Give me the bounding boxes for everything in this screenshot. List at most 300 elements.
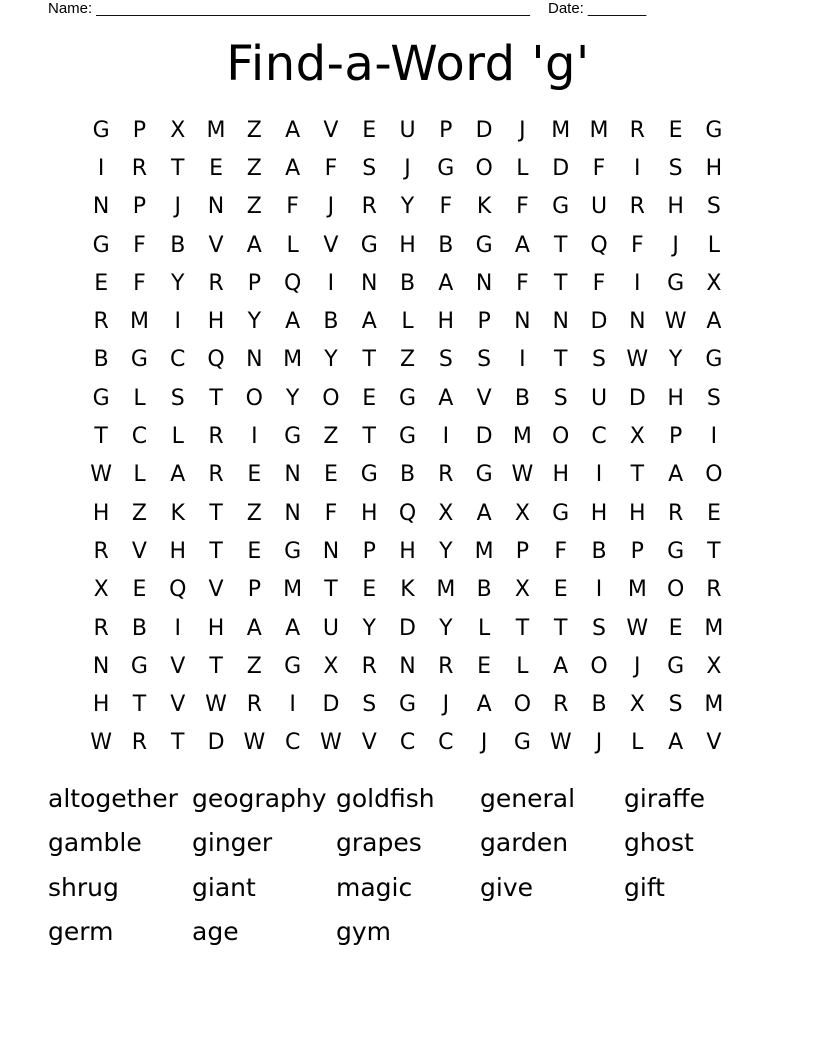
grid-letter[interactable]: Z xyxy=(246,500,262,526)
grid-letter[interactable]: B xyxy=(93,347,109,373)
grid-letter[interactable]: V xyxy=(323,117,339,143)
grid-letter[interactable]: C xyxy=(170,347,186,373)
grid-letter[interactable]: W xyxy=(626,615,649,641)
grid-letter[interactable]: X xyxy=(514,500,530,526)
grid-letter[interactable]: G xyxy=(398,424,417,450)
grid-letter[interactable]: O xyxy=(666,577,685,603)
grid-letter[interactable]: I xyxy=(327,270,335,296)
grid-letter[interactable]: R xyxy=(208,462,224,488)
grid-letter[interactable]: H xyxy=(169,538,187,564)
grid-letter[interactable]: V xyxy=(131,538,147,564)
grid-letter[interactable]: D xyxy=(552,155,570,181)
grid-letter[interactable]: N xyxy=(514,309,531,335)
grid-letter[interactable]: Q xyxy=(169,577,187,603)
grid-letter[interactable]: O xyxy=(705,462,723,488)
grid-letter[interactable]: S xyxy=(362,155,377,181)
grid-letter[interactable]: R xyxy=(93,309,109,335)
word-list xyxy=(48,776,768,954)
grid-letter[interactable]: J xyxy=(519,117,526,143)
grid-letter[interactable]: J xyxy=(174,194,181,220)
grid-letter[interactable]: T xyxy=(630,462,645,488)
grid-letter[interactable]: L xyxy=(477,615,491,641)
grid-letter[interactable]: A xyxy=(285,117,301,143)
grid-letter[interactable]: P xyxy=(477,309,491,335)
grid-letter[interactable]: G xyxy=(130,653,148,679)
grid-letter[interactable]: L xyxy=(631,730,644,756)
grid-letter[interactable]: P xyxy=(247,577,261,603)
grid-letter[interactable]: Z xyxy=(246,155,262,181)
grid-letter[interactable]: A xyxy=(438,385,454,411)
grid-letter[interactable]: F xyxy=(516,270,529,296)
grid-letter[interactable]: W xyxy=(511,462,534,488)
grid-letter[interactable]: H xyxy=(705,155,723,181)
grid-letter[interactable]: O xyxy=(322,385,340,411)
grid-letter[interactable]: V xyxy=(706,730,722,756)
grid-letter[interactable]: D xyxy=(590,309,608,335)
grid-letter[interactable]: E xyxy=(362,385,377,411)
grid-letter[interactable]: H xyxy=(399,538,416,564)
grid-letter[interactable]: A xyxy=(706,309,722,335)
grid-letter[interactable]: T xyxy=(707,538,721,564)
grid-letter[interactable]: C xyxy=(284,730,301,756)
grid-letter[interactable]: G xyxy=(284,653,302,679)
grid-letter[interactable]: E xyxy=(209,155,223,181)
grid-letter[interactable]: B xyxy=(591,692,607,718)
grid-letter[interactable]: M xyxy=(129,309,149,335)
grid-letter[interactable]: O xyxy=(475,155,493,181)
grid-letter[interactable]: C xyxy=(438,730,454,756)
grid-letter[interactable]: W xyxy=(320,730,342,756)
grid-letter[interactable]: K xyxy=(476,194,492,220)
grid-letter[interactable]: T xyxy=(171,730,185,756)
grid-letter[interactable]: B xyxy=(514,385,530,411)
grid-letter[interactable]: E xyxy=(323,462,338,488)
grid-letter[interactable]: W xyxy=(626,347,649,373)
grid-letter[interactable]: F xyxy=(324,500,338,526)
grid-letter[interactable]: M xyxy=(512,424,532,450)
grid-letter[interactable]: I xyxy=(174,615,181,641)
grid-letter[interactable]: K xyxy=(400,577,415,603)
grid-letter[interactable]: E xyxy=(553,577,568,603)
grid-letter[interactable]: M xyxy=(627,577,647,603)
grid-letter[interactable]: G xyxy=(552,194,570,220)
grid-letter[interactable]: N xyxy=(246,347,263,373)
grid-letter[interactable]: E xyxy=(668,117,683,143)
grid-letter[interactable]: A xyxy=(285,309,301,335)
grid-letter[interactable]: J xyxy=(442,692,450,718)
grid-letter[interactable]: L xyxy=(133,385,146,411)
grid-letter[interactable]: C xyxy=(591,424,607,450)
grid-letter[interactable]: R xyxy=(438,653,454,679)
grid-letter[interactable]: A xyxy=(668,730,684,756)
grid-letter[interactable]: T xyxy=(209,653,223,679)
date-blank-line[interactable]: _______ xyxy=(587,0,647,17)
grid-letter[interactable]: R xyxy=(208,270,224,296)
grid-letter[interactable]: I xyxy=(595,577,603,603)
grid-letter[interactable]: F xyxy=(133,232,146,258)
grid-letter[interactable]: G xyxy=(667,270,685,296)
grid-letter[interactable]: V xyxy=(208,577,224,603)
grid-letter[interactable]: W xyxy=(664,309,687,335)
grid-letter[interactable]: V xyxy=(170,653,186,679)
grid-letter[interactable]: N xyxy=(284,462,301,488)
grid-letter[interactable]: G xyxy=(667,653,685,679)
grid-letter[interactable]: H xyxy=(437,309,455,335)
grid-letter[interactable]: B xyxy=(591,538,607,564)
grid-letter[interactable]: Z xyxy=(246,653,262,679)
grid-letter[interactable]: X xyxy=(323,653,339,679)
grid-letter[interactable]: J xyxy=(634,653,641,679)
grid-letter[interactable]: J xyxy=(672,232,679,258)
grid-letter[interactable]: P xyxy=(362,538,376,564)
grid-letter[interactable]: Z xyxy=(399,347,416,373)
grid-letter[interactable]: I xyxy=(251,424,258,450)
grid-letter[interactable]: Z xyxy=(323,424,339,450)
grid-letter[interactable]: N xyxy=(284,500,301,526)
grid-letter[interactable]: S xyxy=(477,347,492,373)
grid-letter[interactable]: J xyxy=(480,730,488,756)
grid-letter[interactable]: T xyxy=(209,385,223,411)
grid-letter[interactable]: E xyxy=(94,270,109,296)
grid-letter[interactable]: R xyxy=(706,577,722,603)
grid-letter[interactable]: S xyxy=(553,385,568,411)
grid-letter[interactable]: B xyxy=(399,462,416,488)
grid-letter[interactable]: B xyxy=(323,309,339,335)
grid-letter[interactable]: A xyxy=(668,462,684,488)
grid-letter[interactable]: L xyxy=(171,424,184,450)
grid-letter[interactable]: E xyxy=(668,615,683,641)
grid-letter[interactable]: A xyxy=(438,270,454,296)
grid-letter[interactable]: W xyxy=(205,692,227,718)
grid-letter[interactable]: N xyxy=(360,270,378,296)
grid-letter[interactable]: G xyxy=(667,538,685,564)
word-list-item: ghost xyxy=(624,828,694,858)
grid-letter[interactable]: C xyxy=(399,730,416,756)
grid-letter[interactable]: U xyxy=(322,615,339,641)
grid-letter[interactable]: L xyxy=(401,309,414,335)
grid-letter[interactable]: G xyxy=(360,232,378,258)
grid-letter[interactable]: H xyxy=(552,462,569,488)
grid-letter[interactable]: H xyxy=(399,232,416,258)
grid-letter[interactable]: W xyxy=(549,730,572,756)
grid-letter[interactable]: E xyxy=(247,462,262,488)
grid-letter[interactable]: P xyxy=(132,194,147,220)
grid-letter[interactable]: T xyxy=(209,500,223,526)
grid-letter[interactable]: V xyxy=(476,385,492,411)
grid-letter[interactable]: G xyxy=(92,117,110,143)
grid-letter[interactable]: H xyxy=(629,500,646,526)
grid-letter[interactable]: H xyxy=(667,194,684,220)
grid-letter[interactable]: E xyxy=(247,538,262,564)
grid-letter[interactable]: L xyxy=(516,155,529,181)
grid-letter[interactable]: M xyxy=(704,692,724,718)
grid-letter[interactable]: A xyxy=(246,615,262,641)
grid-letter[interactable]: I xyxy=(634,155,641,181)
word-list-item: altogether xyxy=(48,783,178,813)
grid-letter[interactable]: P xyxy=(132,117,147,143)
grid-letter[interactable]: F xyxy=(516,194,529,220)
grid-letter[interactable]: X xyxy=(514,577,530,603)
grid-letter[interactable]: V xyxy=(323,232,339,258)
word-list-item: shrug xyxy=(48,872,119,902)
grid-letter[interactable]: V xyxy=(170,692,186,718)
grid-letter[interactable]: T xyxy=(553,347,568,373)
grid-letter[interactable]: T xyxy=(324,577,338,603)
grid-letter[interactable]: Y xyxy=(362,615,376,641)
grid-letter[interactable]: A xyxy=(476,500,492,526)
grid-letter[interactable]: G xyxy=(437,155,455,181)
grid-letter[interactable]: N xyxy=(399,653,416,679)
grid-letter[interactable]: T xyxy=(553,270,568,296)
grid-letter[interactable]: R xyxy=(208,424,224,450)
grid-letter[interactable]: T xyxy=(362,347,376,373)
grid-letter[interactable]: M xyxy=(474,538,494,564)
grid-letter[interactable]: N xyxy=(475,270,493,296)
grid-letter[interactable]: M xyxy=(206,117,226,143)
grid-letter[interactable]: I xyxy=(595,462,603,488)
grid-letter[interactable]: Y xyxy=(285,385,300,411)
grid-letter[interactable]: Y xyxy=(439,615,453,641)
name-blank-line[interactable]: ____________________________________________________ xyxy=(96,0,530,17)
grid-letter[interactable]: N xyxy=(552,309,569,335)
grid-letter[interactable]: V xyxy=(208,232,224,258)
grid-letter[interactable]: P xyxy=(247,270,261,296)
grid-letter[interactable]: L xyxy=(286,232,299,258)
grid-letter[interactable]: I xyxy=(634,270,641,296)
grid-letter[interactable]: S xyxy=(668,692,683,718)
grid-letter[interactable]: J xyxy=(327,194,335,220)
grid-letter[interactable]: M xyxy=(704,615,724,641)
grid-letter[interactable]: X xyxy=(706,653,722,679)
grid-letter[interactable]: I xyxy=(442,424,450,450)
grid-letter[interactable]: L xyxy=(133,462,146,488)
grid-letter[interactable]: T xyxy=(94,424,108,450)
grid-letter[interactable]: N xyxy=(92,653,110,679)
grid-letter[interactable]: R xyxy=(629,117,645,143)
grid-letter[interactable]: D xyxy=(207,730,225,756)
word-list-item: garden xyxy=(480,828,569,858)
grid-letter[interactable]: T xyxy=(362,424,376,450)
grid-letter[interactable]: R xyxy=(93,538,109,564)
grid-letter[interactable]: G xyxy=(284,538,302,564)
grid-letter[interactable]: F xyxy=(630,232,644,258)
grid-letter[interactable]: O xyxy=(245,385,263,411)
grid-letter[interactable]: J xyxy=(595,730,603,756)
grid-letter[interactable]: A xyxy=(514,232,530,258)
grid-letter[interactable]: L xyxy=(707,232,721,258)
grid-letter[interactable]: S xyxy=(668,155,683,181)
grid-letter[interactable]: T xyxy=(171,155,185,181)
grid-letter[interactable]: R xyxy=(361,194,377,220)
grid-letter[interactable]: Q xyxy=(590,232,608,258)
grid-letter[interactable]: D xyxy=(475,117,493,143)
grid-letter[interactable]: F xyxy=(592,270,606,296)
grid-letter[interactable]: M xyxy=(589,117,609,143)
grid-letter[interactable]: S xyxy=(592,347,606,373)
grid-letter[interactable]: N xyxy=(92,194,110,220)
grid-letter[interactable]: M xyxy=(551,117,571,143)
grid-letter[interactable]: R xyxy=(246,692,262,718)
grid-letter[interactable]: O xyxy=(590,653,608,679)
grid-letter[interactable]: T xyxy=(209,538,223,564)
grid-letter[interactable]: D xyxy=(399,615,416,641)
grid-letter[interactable]: X xyxy=(629,692,645,718)
grid-letter[interactable]: O xyxy=(513,692,532,718)
grid-letter[interactable]: A xyxy=(246,232,262,258)
grid-letter[interactable]: Q xyxy=(283,270,302,296)
grid-letter[interactable]: G xyxy=(92,385,110,411)
grid-letter[interactable]: I xyxy=(97,155,105,181)
grid-letter[interactable]: F xyxy=(286,194,299,220)
grid-letter[interactable]: S xyxy=(592,615,606,641)
grid-letter[interactable]: T xyxy=(553,615,568,641)
grid-letter[interactable]: X xyxy=(93,577,109,603)
grid-letter[interactable]: H xyxy=(207,615,225,641)
grid-letter[interactable]: B xyxy=(170,232,186,258)
grid-letter[interactable]: T xyxy=(553,232,568,258)
grid-letter[interactable]: I xyxy=(710,424,718,450)
grid-letter[interactable]: F xyxy=(554,538,568,564)
grid-letter[interactable]: A xyxy=(361,309,377,335)
grid-letter[interactable]: H xyxy=(92,692,110,718)
grid-letter[interactable]: M xyxy=(283,577,303,603)
grid-letter[interactable]: F xyxy=(324,155,338,181)
grid-letter[interactable]: H xyxy=(667,385,684,411)
grid-letter[interactable]: A xyxy=(476,692,492,718)
grid-letter[interactable]: R xyxy=(131,155,148,181)
grid-letter[interactable]: Y xyxy=(171,270,185,296)
grid-letter[interactable]: S xyxy=(362,692,377,718)
grid-letter[interactable]: G xyxy=(475,232,493,258)
grid-letter[interactable]: Y xyxy=(668,347,683,373)
grid-letter[interactable]: F xyxy=(133,270,146,296)
grid-letter[interactable]: G xyxy=(398,385,417,411)
grid-letter[interactable]: G xyxy=(475,462,493,488)
grid-letter[interactable]: N xyxy=(322,538,340,564)
grid-letter[interactable]: G xyxy=(360,462,378,488)
grid-letter[interactable]: G xyxy=(92,232,110,258)
grid-letter[interactable]: U xyxy=(399,117,416,143)
grid-letter[interactable]: E xyxy=(132,577,147,603)
grid-letter[interactable]: X xyxy=(629,424,645,450)
grid-letter[interactable]: V xyxy=(361,730,377,756)
grid-letter[interactable]: P xyxy=(515,538,530,564)
grid-letter[interactable]: G xyxy=(513,730,531,756)
grid-letter[interactable]: A xyxy=(285,155,301,181)
grid-letter[interactable]: U xyxy=(590,385,608,411)
grid-letter[interactable]: U xyxy=(590,194,608,220)
grid-letter[interactable]: G xyxy=(705,347,723,373)
grid-letter[interactable]: P xyxy=(668,424,683,450)
grid-letter[interactable]: N xyxy=(207,194,225,220)
grid-letter[interactable]: B xyxy=(399,270,416,296)
grid-letter[interactable]: M xyxy=(283,347,303,373)
grid-letter[interactable]: D xyxy=(322,692,340,718)
grid-letter[interactable]: H xyxy=(360,500,378,526)
grid-letter[interactable]: R xyxy=(438,462,454,488)
grid-letter[interactable]: J xyxy=(404,155,411,181)
grid-letter[interactable]: R xyxy=(629,194,645,220)
grid-letter[interactable]: N xyxy=(629,309,646,335)
grid-letter[interactable]: S xyxy=(170,385,185,411)
grid-letter[interactable]: T xyxy=(515,615,530,641)
grid-letter[interactable]: F xyxy=(592,155,606,181)
grid-letter[interactable]: P xyxy=(630,538,644,564)
grid-letter[interactable]: S xyxy=(438,347,453,373)
word-list-item: magic xyxy=(336,872,413,902)
grid-letter[interactable]: H xyxy=(207,309,225,335)
grid-letter[interactable]: E xyxy=(706,500,721,526)
grid-letter[interactable]: A xyxy=(553,653,569,679)
worksheet-header xyxy=(48,0,748,18)
grid-letter[interactable]: S xyxy=(706,194,721,220)
grid-letter[interactable]: B xyxy=(131,615,147,641)
grid-letter[interactable]: B xyxy=(476,577,492,603)
grid-letter[interactable]: T xyxy=(132,692,147,718)
grid-letter[interactable]: Y xyxy=(324,347,338,373)
grid-letter[interactable]: A xyxy=(170,462,186,488)
grid-letter[interactable]: L xyxy=(516,653,529,679)
grid-letter[interactable]: Q xyxy=(398,500,417,526)
grid-letter[interactable]: K xyxy=(170,500,185,526)
grid-letter[interactable]: Y xyxy=(247,309,262,335)
grid-letter[interactable]: D xyxy=(628,385,646,411)
grid-letter[interactable]: E xyxy=(362,117,377,143)
grid-letter[interactable]: W xyxy=(90,730,113,756)
grid-letter[interactable]: W xyxy=(243,730,266,756)
grid-letter[interactable]: S xyxy=(706,385,721,411)
grid-letter[interactable]: E xyxy=(477,653,492,679)
grid-letter[interactable]: M xyxy=(436,577,456,603)
grid-letter[interactable]: G xyxy=(705,117,723,143)
grid-letter[interactable]: X xyxy=(706,270,722,296)
grid-letter[interactable]: Z xyxy=(131,500,147,526)
grid-letter[interactable]: C xyxy=(131,424,148,450)
grid-letter[interactable]: Z xyxy=(246,194,262,220)
grid-letter[interactable]: A xyxy=(285,615,301,641)
grid-letter[interactable]: I xyxy=(174,309,181,335)
grid-letter[interactable]: Y xyxy=(400,194,415,220)
word-list-item: give xyxy=(480,872,533,902)
grid-letter[interactable]: O xyxy=(552,424,570,450)
grid-letter[interactable]: R xyxy=(667,500,684,526)
grid-letter[interactable]: I xyxy=(519,347,526,373)
grid-letter[interactable]: R xyxy=(553,692,569,718)
grid-letter[interactable]: H xyxy=(92,500,110,526)
grid-letter[interactable]: F xyxy=(439,194,453,220)
grid-letter[interactable]: I xyxy=(289,692,296,718)
grid-letter[interactable]: R xyxy=(361,653,377,679)
grid-letter[interactable]: X xyxy=(438,500,454,526)
grid-letter[interactable]: W xyxy=(90,462,113,488)
grid-letter[interactable]: P xyxy=(439,117,453,143)
date-label: Date: xyxy=(548,0,584,17)
grid-letter[interactable]: D xyxy=(475,424,493,450)
grid-letter[interactable]: H xyxy=(590,500,608,526)
grid-letter[interactable]: Y xyxy=(439,538,453,564)
grid-letter[interactable]: Q xyxy=(207,347,225,373)
grid-letter[interactable]: G xyxy=(398,692,417,718)
grid-letter[interactable]: E xyxy=(362,577,377,603)
grid-letter[interactable]: G xyxy=(130,347,148,373)
grid-letter[interactable]: R xyxy=(93,615,109,641)
grid-letter[interactable]: B xyxy=(438,232,454,258)
grid-letter[interactable]: X xyxy=(170,117,186,143)
grid-letter[interactable]: Z xyxy=(246,117,262,143)
grid-letter[interactable]: G xyxy=(552,500,570,526)
grid-letter[interactable]: R xyxy=(131,730,148,756)
grid-letter[interactable]: G xyxy=(284,424,302,450)
